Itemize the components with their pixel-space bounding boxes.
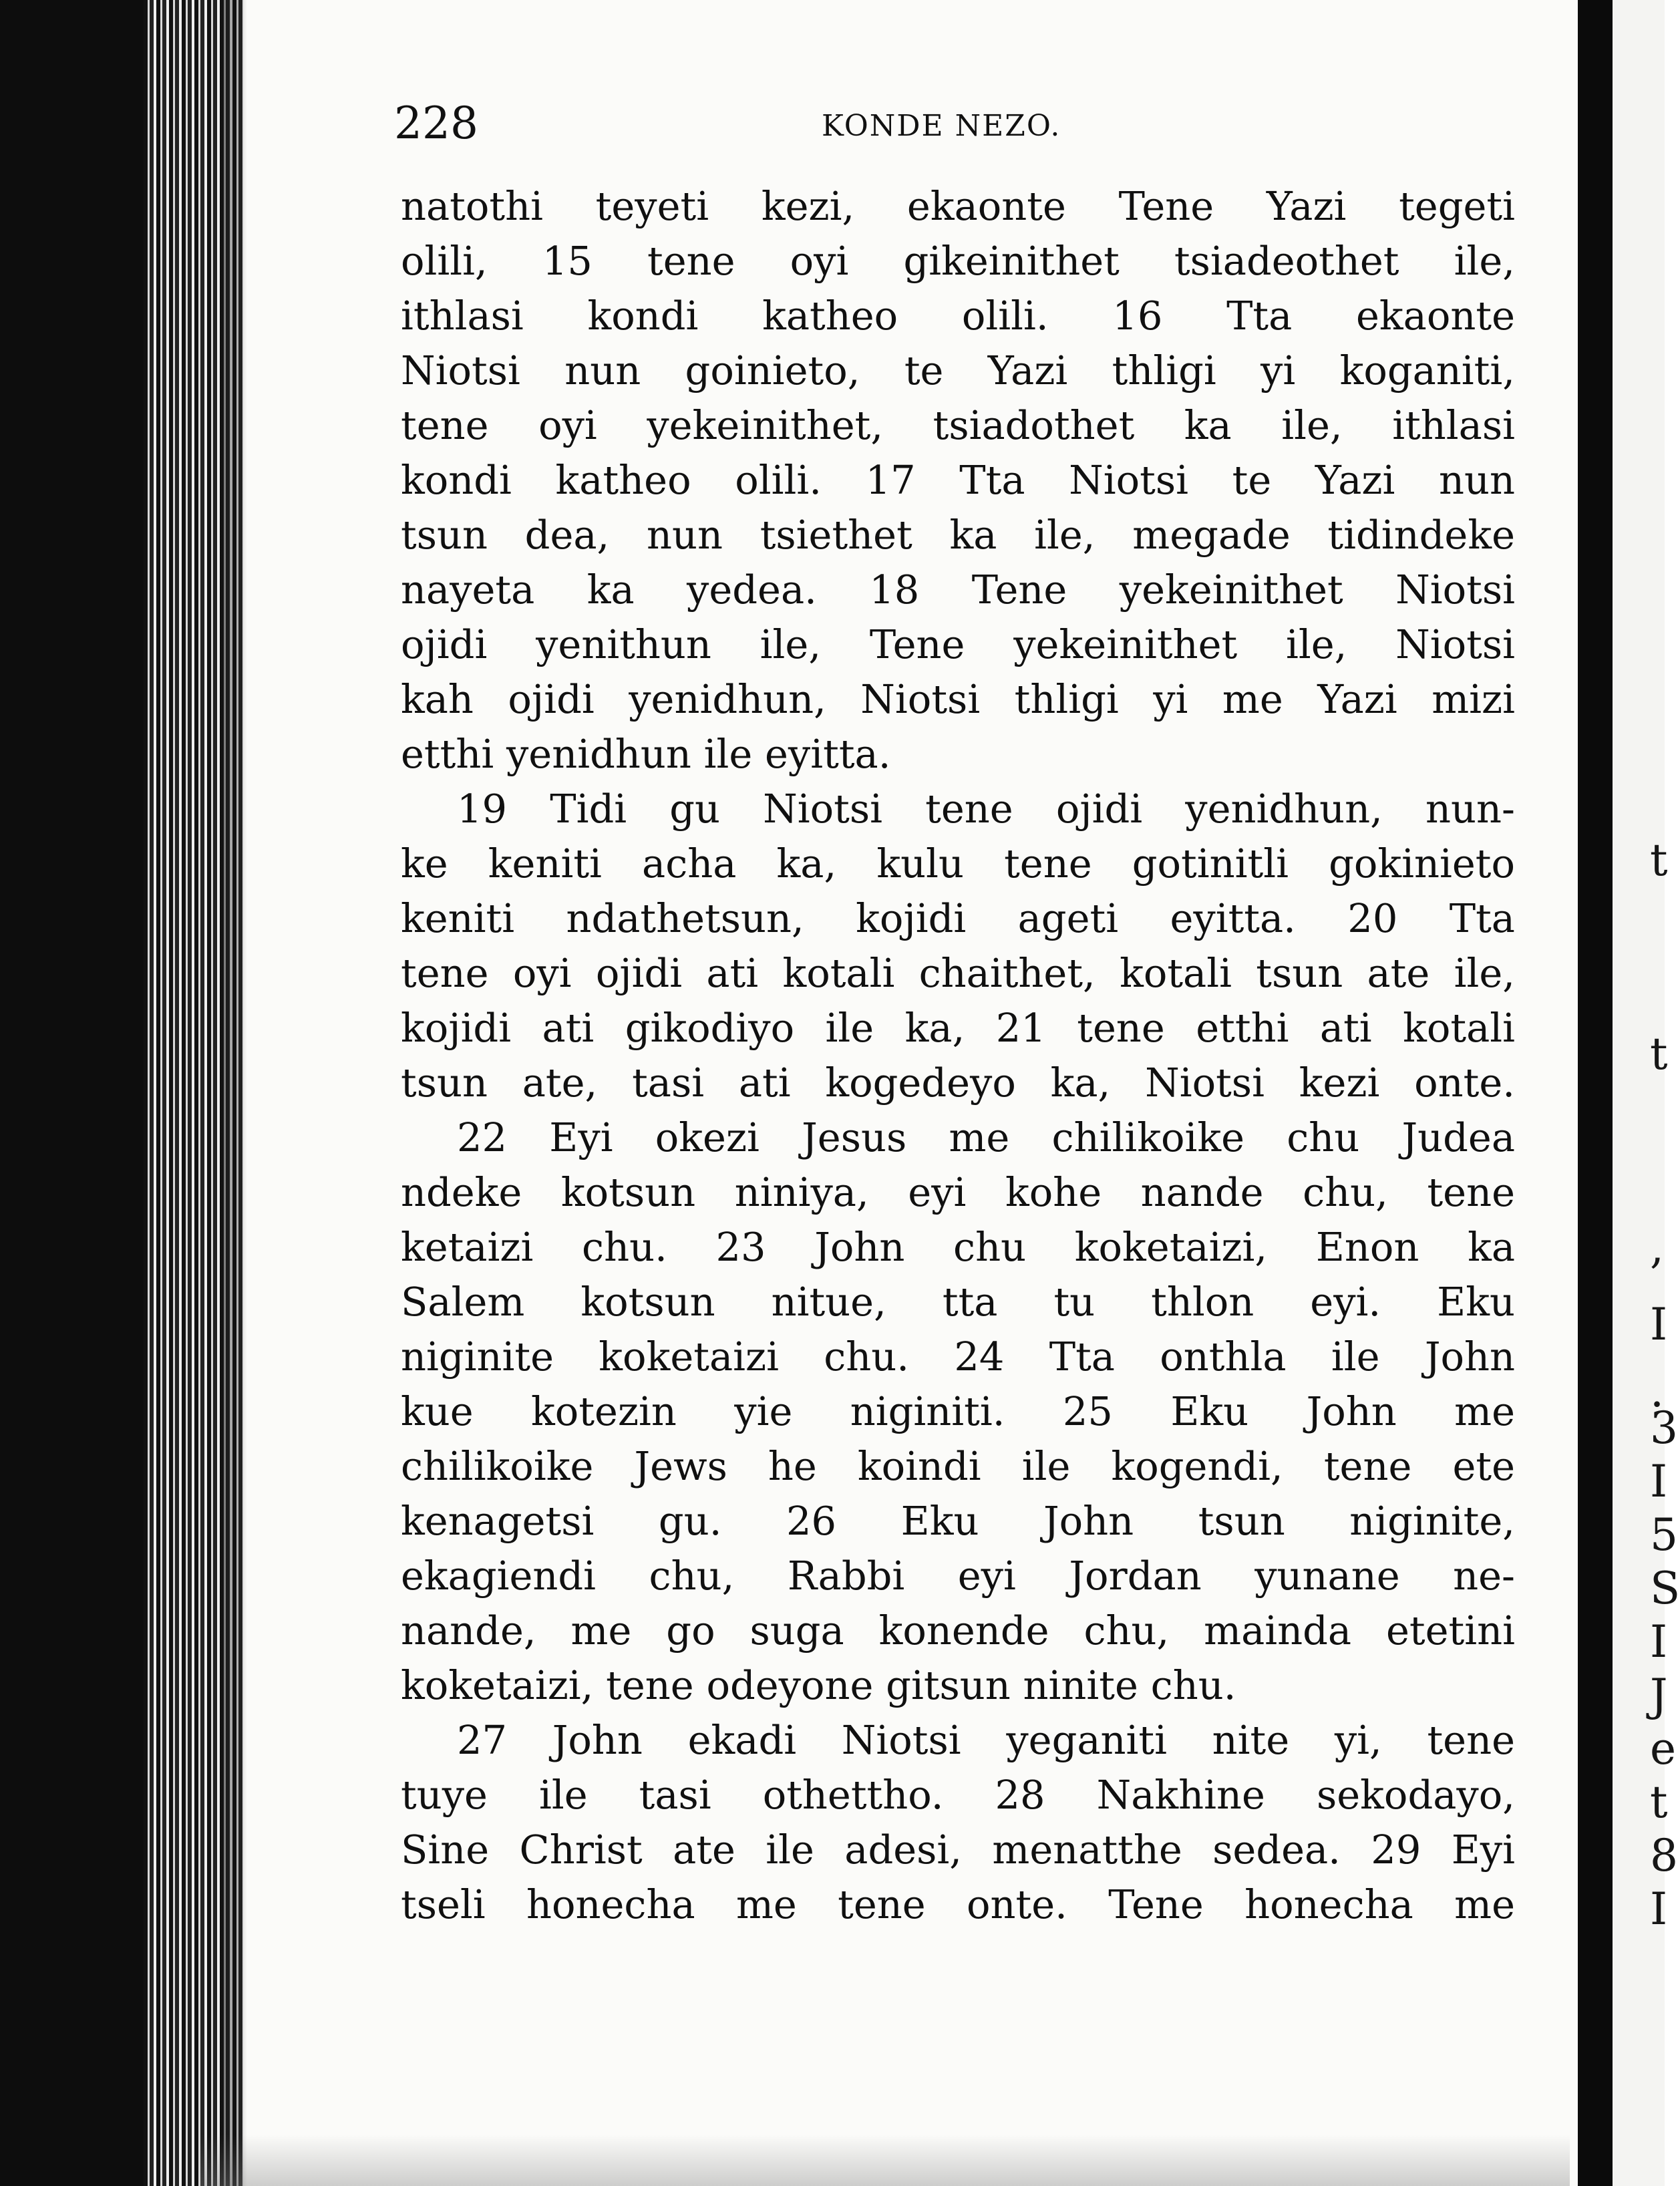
text-line: ojidi yenithun ile, Tene yekeinithet ile, Niotsi [401, 621, 1515, 667]
text-line: etthi yenidhun ile eyitta. [401, 731, 891, 777]
text-line: 27 John ekadi Niotsi yeganiti nite yi, tene [457, 1717, 1515, 1763]
text-line: ndeke kotsun niniya, eyi kohe nande chu, tene [401, 1169, 1515, 1215]
facing-page-glyph: S [1650, 1563, 1680, 1614]
page-number: 228 [394, 98, 478, 149]
text-line: ithlasi kondi katheo olili. 16 Tta ekaonte [401, 293, 1515, 339]
facing-page-glyph: . [1650, 1366, 1664, 1417]
text-line: ketaizi chu. 23 John chu koketaizi, Enon ka [401, 1224, 1515, 1270]
facing-page-glyph: I [1650, 1616, 1668, 1668]
text-line: kue kotezin yie niginiti. 25 Eku John me [401, 1388, 1515, 1434]
body-text [401, 179, 1515, 1932]
facing-page-edge [1613, 0, 1680, 2186]
text-line: kojidi ati gikodiyo ile ka, 21 tene etthi ati kotali [401, 1005, 1515, 1051]
text-line: tsun dea, nun tsiethet ka ile, megade tidindeke [401, 512, 1515, 558]
text-line: Niotsi nun goinieto, te Yazi thligi yi koganiti, [401, 347, 1515, 394]
text-line: tuye ile tasi othettho. 28 Nakhine sekodayo, [401, 1772, 1515, 1818]
text-line: kenagetsi gu. 26 Eku John tsun niginite, [401, 1498, 1515, 1544]
running-title: KONDE NEZO. [822, 109, 1061, 143]
text-line: Salem kotsun nitue, tta tu thlon eyi. Eku [401, 1279, 1515, 1325]
facing-page-glyph: J [1650, 1670, 1668, 1721]
gutter-shading [220, 0, 247, 2186]
text-line: 22 Eyi okezi Jesus me chilikoike chu Judea [457, 1114, 1515, 1160]
text-line: ke keniti acha ka, kulu tene gotinitli gokinieto [401, 840, 1515, 887]
text-line: nayeta ka yedea. 18 Tene yekeinithet Niotsi [401, 567, 1515, 613]
text-line: kondi katheo olili. 17 Tta Niotsi te Yazi nun [401, 457, 1515, 503]
book-binding-shadow [0, 0, 144, 2186]
facing-page-glyph: e [1650, 1723, 1677, 1774]
text-line: chilikoike Jews he koindi ile kogendi, tene ete [401, 1443, 1515, 1489]
facing-page-glyph: 5 [1650, 1509, 1678, 1561]
text-line: nande, me go suga konende chu, mainda etetini [401, 1607, 1515, 1654]
text-line: tene oyi ojidi ati kotali chaithet, kotali tsun ate ile, [401, 950, 1515, 996]
text-line: kah ojidi yenidhun, Niotsi thligi yi me Yazi mizi [401, 676, 1515, 722]
text-line: tseli honecha me tene onte. Tene honecha me [401, 1881, 1515, 1927]
facing-page-glyph: , [1650, 1222, 1664, 1273]
text-line: ekagiendi chu, Rabbi eyi Jordan yunane ne- [401, 1553, 1515, 1599]
text-line: Sine Christ ate ile adesi, menatthe sedea. 29 Eyi [401, 1827, 1515, 1873]
text-line: tene oyi yekeinithet, tsiadothet ka ile, ithlasi [401, 402, 1515, 448]
text-line: tsun ate, tasi ati kogedeyo ka, Niotsi kezi onte. [401, 1060, 1515, 1106]
text-line: 19 Tidi gu Niotsi tene ojidi yenidhun, nun- [457, 786, 1515, 832]
running-header [394, 94, 1523, 154]
right-gutter [1578, 0, 1613, 2186]
facing-page-glyph: t [1650, 1028, 1668, 1080]
facing-page-glyph: I [1650, 1456, 1668, 1507]
facing-page-glyph: t [1650, 1776, 1668, 1828]
facing-page-glyph: 8 [1650, 1830, 1678, 1881]
facing-page-glyph: 3 [1650, 1402, 1678, 1454]
bottom-shading [200, 2135, 1570, 2186]
text-line: niginite koketaizi chu. 24 Tta onthla ile John [401, 1334, 1515, 1380]
text-line: olili, 15 tene oyi gikeinithet tsiadeothet ile, [401, 238, 1515, 284]
text-line: koketaizi, tene odeyone gitsun ninite chu. [401, 1662, 1236, 1708]
facing-page-glyph: t [1650, 834, 1668, 886]
facing-page-glyph: I [1650, 1883, 1668, 1935]
facing-page-glyph: I [1650, 1299, 1668, 1350]
text-line: keniti ndathetsun, kojidi ageti eyitta. 20 Tta [401, 895, 1515, 941]
text-line: natothi teyeti kezi, ekaonte Tene Yazi tegeti [401, 183, 1515, 229]
